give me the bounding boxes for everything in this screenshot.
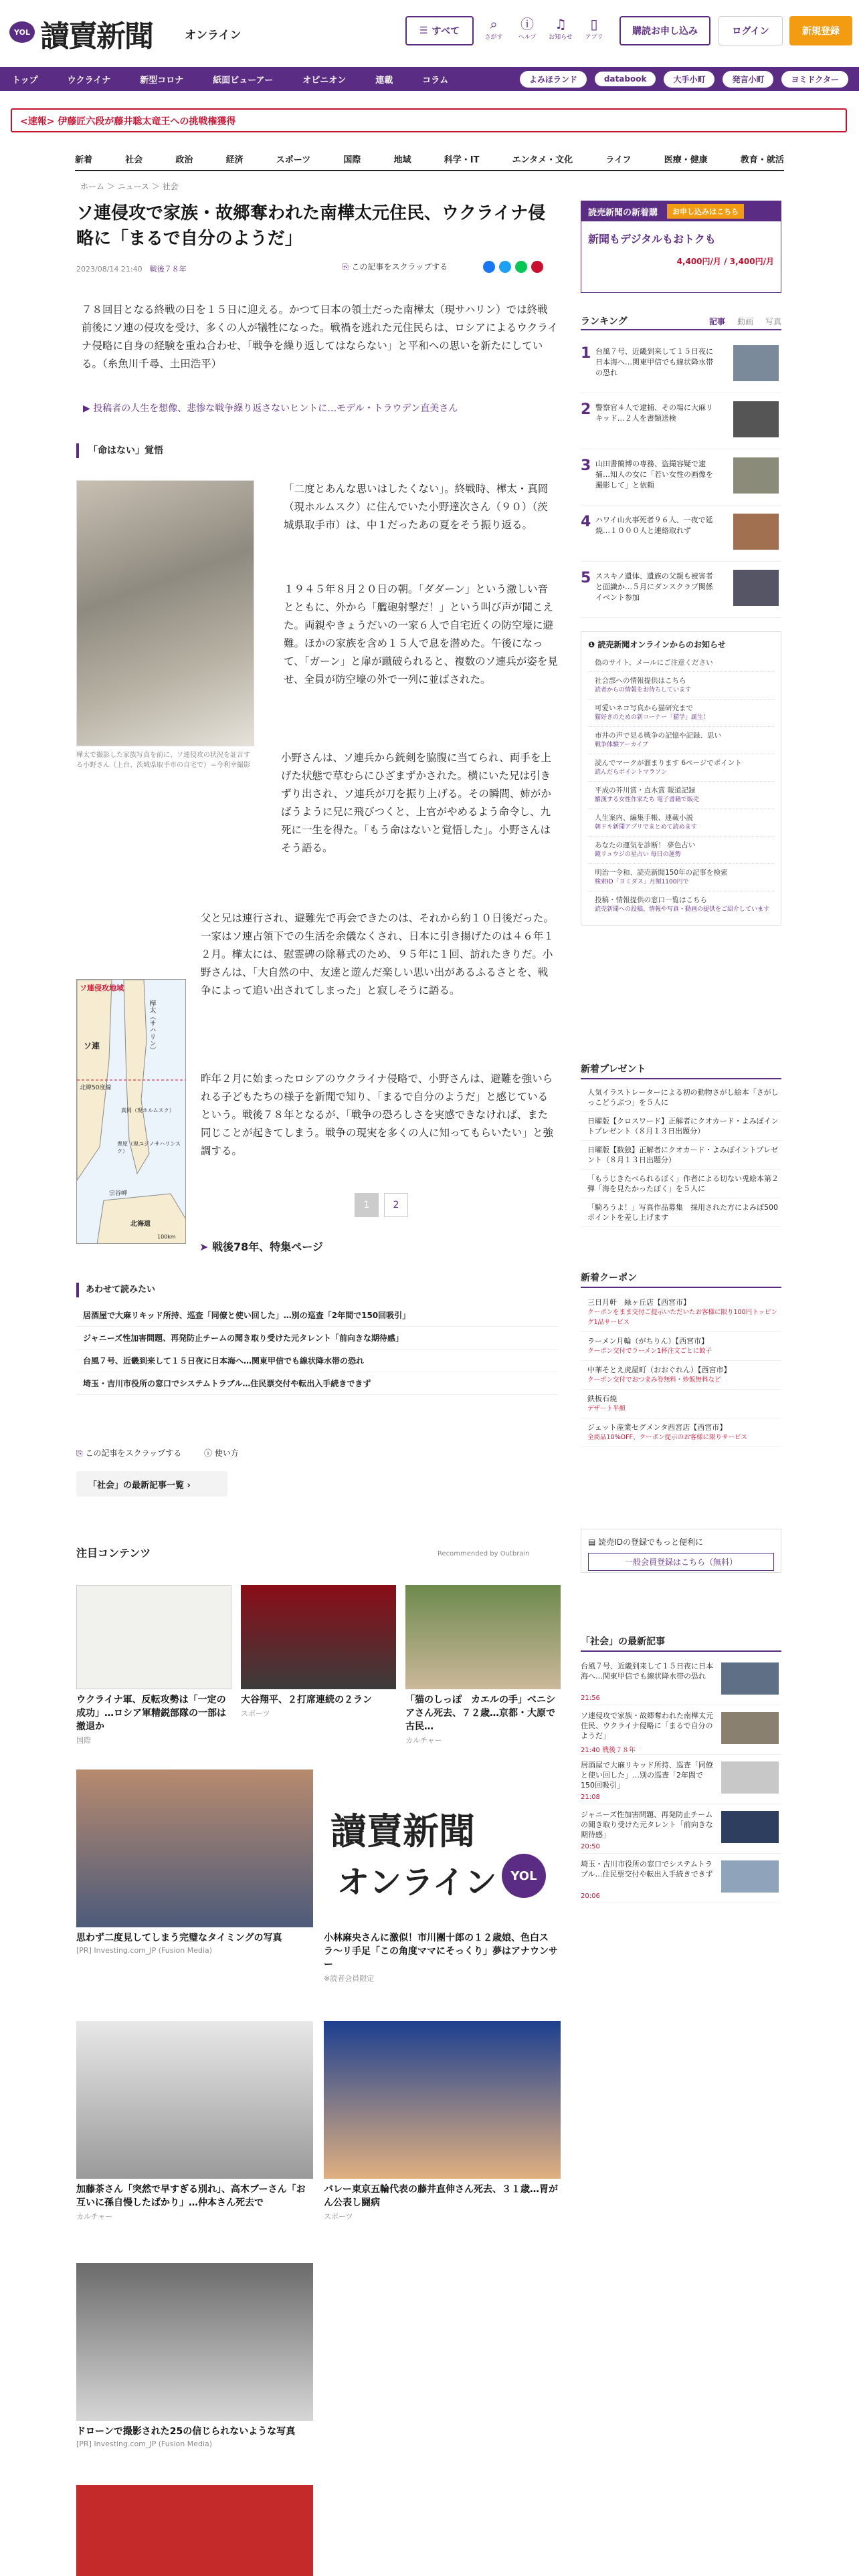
site-notices <box>581 631 781 926</box>
subscription-promo[interactable] <box>581 201 781 293</box>
map-label: 樺太（サハリン） <box>148 1000 155 1053</box>
related-item[interactable]: 埼玉・吉川市役所の窓口でシステムトラブル…住民票交付や転出入手続きできず <box>76 1372 558 1395</box>
twitter-share-icon[interactable] <box>499 261 511 273</box>
category-item[interactable]: 医療・健康 <box>664 154 708 165</box>
page-1-button[interactable]: 1 <box>355 1193 379 1217</box>
notice-item[interactable]: 社会部への情報提供はこちら 読者からの情報をお待ちしています <box>588 672 774 700</box>
article-paragraph: 父と兄は連行され、避難先で再会できたのは、それから約１０日後だった。一家はソ連占領下での生活を余儀なくされ、日本に引き揚げたのは４６年１２月。樺太には、慰霊碑の除幕式のため、９５年に１回、訪れたきりだ。小野さんは、「大自然の中、友達と遊んだ楽しい思い出があるふるさとを、戦争によって追い出されてしまった」と寂しそうに語る。 <box>201 912 554 996</box>
article-paragraph: 「二度とあんな思いはしたくない」。終戦時、樺太・真岡（現ホルムスク）に住んでいた小野達次さん（９０）（茨城県取手市）は、中１だったあの夏をそう振り返る。 <box>284 483 549 531</box>
howto-link[interactable]: ⓘ 使い方 <box>204 1448 239 1458</box>
card-image <box>76 1769 313 1927</box>
map-label: 真岡（現ホルムスク） <box>121 1107 175 1113</box>
category-item[interactable]: 地域 <box>393 154 411 165</box>
notice-item[interactable]: 偽のサイト、メールにご注意ください <box>588 654 774 672</box>
scrap-button-bottom[interactable]: ⎘ この記事をスクラップする <box>76 1448 182 1458</box>
latest-list <box>581 1656 781 1903</box>
coupon-item[interactable]: 三日月軒 緑ヶ丘店【西宮市】 クーポンをまま交付ご提示いただいたお客様に限り100円トッピング1品サービス <box>581 1293 781 1332</box>
card-image <box>76 2485 313 2576</box>
nav-item[interactable]: オピニオン <box>302 75 347 86</box>
card-category: カルチャー <box>76 2212 113 2221</box>
category-item[interactable]: 科学・IT <box>444 154 480 165</box>
bookmark-icon: ⎘ <box>343 262 349 272</box>
photo-caption: 樺太で撮影した家族写真を前に、ソ連侵攻の状況を証言する小野さん（上台、茨城県取手市の自宅で）＝今利幸撮影 <box>76 752 250 769</box>
bottom-tools <box>76 1447 239 1459</box>
promo-logo-sub: オンライン <box>337 1864 497 1901</box>
promo-yol-logo: YOL <box>502 1854 546 1898</box>
help-button[interactable]: ⓘ ヘルプ <box>511 16 543 41</box>
card-category: ※読者会員限定 <box>324 1974 375 1983</box>
yol-logo[interactable]: YOL <box>9 21 35 43</box>
ranking-item[interactable]: 5 ススキノ遺体、遺族の父親も被害者と面識か…５月にダンスクラブ関係イベント参加 <box>581 562 781 618</box>
latest-thumb <box>721 1860 779 1893</box>
content-card[interactable] <box>76 2485 313 2576</box>
bell-icon: ♫ <box>555 16 567 32</box>
present-item[interactable]: 日曜版【数独】正解者にクオカード・よみぽイントプレゼント（８月１３日出題分） <box>581 1141 781 1170</box>
site-logo[interactable]: 讀賣新聞 <box>40 19 153 53</box>
ranking-thumb <box>733 401 779 437</box>
category-item[interactable]: 社会 <box>125 154 143 165</box>
related-item[interactable]: 居酒屋で大麻リキッド所持、巡査「同僚と使い回した」…別の巡査「2年間で150回吸引」 <box>76 1304 558 1327</box>
nav-item[interactable]: トップ <box>12 75 38 86</box>
content-card[interactable] <box>76 2263 313 2448</box>
article-photo[interactable] <box>76 480 254 746</box>
present-heading: 新着プレゼント <box>581 1062 781 1079</box>
ranking-item[interactable]: 4 ハワイ山火事死者９６人、一夜で延焼…１０００人と連絡取れず <box>581 506 781 562</box>
content-card[interactable] <box>241 1585 396 1719</box>
notice-item[interactable]: あなたの運気を診断！ 夢色占い 鏡リュウジの星占い 毎日の運勢 <box>588 837 774 864</box>
nav-pill[interactable]: よみほランド <box>520 71 587 88</box>
register-box <box>581 1529 781 1573</box>
search-icon: ⌕ <box>490 16 498 32</box>
notice-item[interactable]: 投稿・情報提供の窓口一覧はこちら 読売新聞への投稿、情報や写真・動画の提供をご紹介しています <box>595 896 770 913</box>
map-title: ソ連侵攻地域 <box>80 984 124 992</box>
nav-item[interactable]: 紙面ビューアー <box>213 75 274 86</box>
ranking-tab[interactable]: 動画 <box>737 316 753 326</box>
related-item[interactable]: 台風７号、近畿到来して１５日夜に日本海へ…関東甲信でも線状降水帯の恐れ <box>76 1350 558 1372</box>
related-articles <box>76 1283 558 1395</box>
nav-pill[interactable]: databook <box>595 72 656 86</box>
related-promo-link[interactable]: ▶ 投稿者の人生を想像、悲惨な戦争繰り返さないヒントに…モデル・トラウデン直美さん <box>83 403 458 414</box>
related-heading: あわせて読みたい <box>76 1283 558 1297</box>
notification-button[interactable]: ♫ お知らせ <box>545 16 577 41</box>
site-header <box>0 0 859 64</box>
category-item[interactable]: スポーツ <box>276 154 311 165</box>
nav-item[interactable]: 連載 <box>375 75 393 86</box>
promo-price: 4,400円/月 / 3,400円/月 <box>676 257 774 266</box>
nav-item[interactable]: 新型コロナ <box>140 75 184 86</box>
nav-pill[interactable]: 大手小町 <box>664 71 714 88</box>
contents-heading: 注目コンテンツ <box>76 1547 151 1560</box>
category-item[interactable]: 新着 <box>75 154 93 165</box>
coupon-item[interactable]: ラーメン月輪（がちりん）【西宮市】 クーポン交付でラーメン1杯注文ごとに餃子 <box>581 1332 781 1361</box>
latest-thumb <box>721 1761 779 1794</box>
scrap-button[interactable]: ⎘ この記事をスクラップする <box>343 262 448 272</box>
present-item[interactable]: 日曜版【クロスワード】正解者にクオカード・よみぽイントプレゼント（８月１３日出題分） <box>581 1112 781 1141</box>
latest-item[interactable]: ソ連侵攻で家族・故郷奪われた南樺太元住民、ウクライナ侵略に「まるで自分のようだ」 21:40 戦後７８年 <box>581 1705 781 1755</box>
card-image <box>241 1585 396 1689</box>
card-title: 「猫のしっぽ カエルの手」ベニシアさん死去、７２歳…京都・大原で古民… <box>405 1695 555 1732</box>
breadcrumb[interactable]: ホーム ＞ ニュース ＞ 社会 <box>80 182 179 191</box>
content-card[interactable] <box>76 1769 313 1955</box>
card-image <box>76 2021 313 2179</box>
ranking-thumb <box>733 457 779 494</box>
card-category: スポーツ <box>241 1709 270 1718</box>
card-category: [PR] Investing.com_JP (Fusion Media) <box>76 1946 213 1955</box>
map-label: 宗谷岬 <box>109 1190 128 1197</box>
register-text: ▤ 読売IDの登録でもっと便利に <box>588 1537 703 1547</box>
latest-item[interactable]: ジャニーズ性加害問題、再発防止チームの聞き取り受けた元タレント「前向きな期待感」 20:50 <box>581 1804 781 1854</box>
search-button[interactable]: ⌕ さがす <box>478 16 510 41</box>
latest-thumb <box>721 1811 779 1843</box>
latest-heading: 「社会」の最新記事 <box>581 1634 781 1652</box>
facebook-share-icon[interactable] <box>483 261 495 273</box>
related-item[interactable]: ジャニーズ性加害問題、再発防止チームの聞き取り受けた元タレント「前向きな期待感」 <box>76 1327 558 1350</box>
card-title: ウクライナ軍、反転攻勢は「一定の成功」…ロシア軍精鋭部隊の一部は撤退か <box>76 1695 226 1732</box>
register-link[interactable]: 一般会員登録はこちら（無料） <box>588 1553 774 1571</box>
notice-item[interactable]: 可愛いネコ写真から猫研究まで 猫好きのための新コーナー「猫学」誕生！ <box>588 700 774 727</box>
hamburger-icon: ☰ <box>419 25 428 36</box>
card-title: 大谷翔平、２打席連続の２ラン <box>241 1695 372 1705</box>
card-image <box>405 1585 561 1689</box>
promo-slogan: 新聞もデジタルもおトクも <box>588 233 716 245</box>
promo-logo-text: 讀賣新聞 <box>330 1810 475 1852</box>
page-2-button[interactable]: 2 <box>384 1193 408 1217</box>
nav-item[interactable]: コラム <box>422 75 449 86</box>
ranking-item[interactable]: 3 山田書簡博の専務、盗撮容疑で逮捕…知人の女に「若い女性の画像を撮影して」と依頼 <box>581 449 781 506</box>
coupon-item[interactable]: 中華そとえ虎屋町（おおぐれん）【西宮市】 クーポン交付でおつまみ券無料・炒飯無料など <box>581 1361 781 1390</box>
category-nav <box>75 147 784 171</box>
card-category: [PR] Investing.com_JP (Fusion Media) <box>76 2440 213 2448</box>
article-tag[interactable]: 戦後７８年 <box>149 265 187 274</box>
content-card[interactable] <box>405 1585 561 1745</box>
card-image <box>324 1769 561 1927</box>
arrow-icon: ➤ <box>199 1241 209 1253</box>
ranking-thumb <box>733 514 779 550</box>
present-item[interactable]: 「もうじきたべられるぼく」作者による切ない兎絵本第２弾「海を見たかったぼく」を５人に <box>581 1170 781 1198</box>
article-date: 2023/08/14 21:40 戦後７８年 <box>76 265 187 274</box>
ranking-thumb <box>733 345 779 381</box>
category-item[interactable]: エンタメ・文化 <box>512 154 573 165</box>
card-image <box>324 2021 561 2179</box>
site-logo-sub[interactable]: オンライン <box>185 29 242 42</box>
subscribe-button[interactable]: 購読お申し込み <box>619 16 710 45</box>
card-title: バレー東京五輪代表の藤井直伸さん死去、３１歳…胃がん公表し闘病 <box>324 2184 558 2208</box>
latest-item[interactable]: 台風７号、近畿到来して１５日夜に日本海へ…関東甲信でも線状降水帯の恐れ 21:56 <box>581 1656 781 1705</box>
section-heading: 「命はない」覚悟 <box>76 443 163 458</box>
register-button[interactable]: 新規登録 <box>789 16 852 45</box>
latest-thumb <box>721 1662 779 1695</box>
app-button[interactable]: ▯ アプリ <box>578 16 610 41</box>
article-title: ソ連侵攻で家族・故郷奪われた南樺太元住民、ウクライナ侵略に「まるで自分のようだ」 <box>76 203 546 249</box>
outbrain-label[interactable]: Recommended by Outbrain <box>438 1550 530 1558</box>
article-lead: ７８回目となる終戦の日を１５日に迎える。かつて日本の領土だった南樺太（現サハリン）では終戦前後にソ連の侵攻を受け、多くの人が犠牲になった。戦禍を逃れた元住民らは、ロシアによるウクライナ侵略に自身の経験を重ね合わせ、「戦争を繰り返してはならない」と平和への思いを新たにしている。（糸魚川千尋、土田浩平） <box>82 304 558 370</box>
ranking-thumb <box>733 570 779 606</box>
latest-item[interactable]: 埼玉・吉川市役所の窓口でシステムトラブル…住民票交付や転出入手続きできず 20:06 <box>581 1854 781 1903</box>
feature-link[interactable]: ➤ 戦後78年、特集ページ <box>199 1241 323 1253</box>
nav-pill[interactable]: ヨミドクター <box>781 71 848 88</box>
ranking-tab[interactable]: 写真 <box>765 316 781 326</box>
map-figure[interactable] <box>76 979 186 1244</box>
coupon-item[interactable]: 鉄板石焼 デザート半額 <box>581 1390 781 1418</box>
card-title: 加藤茶さん「突然で早すぎる別れ」、高木ブーさん「お互いに孫自慢したばかり」…仲本さん死去で <box>76 2184 306 2208</box>
info-icon: ❶ <box>588 640 595 649</box>
content-card[interactable] <box>324 2021 561 2222</box>
coupon-list <box>581 1293 781 1447</box>
all-menu-button[interactable]: ☰ すべて <box>405 16 474 45</box>
nav-pill[interactable]: 発言小町 <box>723 71 773 88</box>
card-category: スポーツ <box>324 2212 353 2221</box>
notice-heading: ❶ 読売新聞オンラインからのお知らせ <box>588 640 726 649</box>
article-paragraph: 昨年２月に始まったロシアのウクライナ侵略で、小野さんは、避難を強いられる子どもたちの様子を新聞で知り、「まるで自分のようだ」と感じているという。戦後７８年となるが、「戦争の恐ろしさを実感できなければ、また同じことが起きてしまう。戦争の現実を多くの人に知ってもらいたい」と強調する。 <box>201 1073 554 1157</box>
map-label: 北緯50度線 <box>80 1085 112 1091</box>
breaking-news[interactable]: <速報> 伊藤匠六段が藤井聡太竜王への挑戦権獲得 <box>11 108 847 132</box>
map-label: 北海道 <box>130 1220 151 1228</box>
ranking-item[interactable]: 2 警察官４人で逮捕、その場に大麻リキッド…２人を書類送検 <box>581 393 781 449</box>
notice-item[interactable]: 読んでマークが溜まります 6ページでポイント 読んだらポイントマラソン <box>588 754 774 782</box>
promo-header: 読売新聞の新着購 お申し込みはこちら <box>581 201 781 221</box>
ranking-header: ランキング 記事 動画 写真 <box>581 313 781 330</box>
line-share-icon[interactable] <box>515 261 527 273</box>
present-item[interactable]: 「騎ろうよ！」写真作品募集 採用された方によみぽ500ポイントを差し上げます <box>581 1198 781 1227</box>
content-card[interactable] <box>324 1769 561 1983</box>
card-title: ドローンで撮影された25の信じられないような写真 <box>76 2426 296 2437</box>
present-item[interactable]: 人気イラストレーターによる初の動物さがし絵本「さがしっこどうぶつ」を５人に <box>581 1083 781 1112</box>
content-card[interactable] <box>76 1585 231 1745</box>
latest-thumb <box>721 1712 779 1744</box>
coupon-item[interactable]: ジェット産業セグメンタ西宮店【西宮市】 全商品10%OFF、クーポン提示のお客様に限りサービス <box>581 1418 781 1447</box>
category-item[interactable]: ライフ <box>605 154 632 165</box>
promo-tag[interactable]: お申し込みはこちら <box>667 204 744 219</box>
card-title: 思わず二度見してしまう完璧なタイミングの写真 <box>76 1933 282 1943</box>
ranking-tab[interactable]: 記事 <box>708 316 725 326</box>
category-item[interactable]: 国際 <box>343 154 361 165</box>
latest-item[interactable]: 居酒屋で大麻リキッド所持、巡査「同僚と使い回した」…別の巡査「2年間で150回吸引」 21:08 <box>581 1755 781 1804</box>
ranking-item[interactable]: 1 台風７号、近畿到来して１５日夜に日本海へ…関東甲信でも線状降水帯の恐れ <box>581 337 781 393</box>
notice-item[interactable]: 平成の芥川賞・直木賞 報道記録 羅漢する女性作家たち 電子書籍で販売 <box>588 782 774 809</box>
coupon-heading: 新着クーポン <box>581 1271 781 1288</box>
category-item[interactable]: 政治 <box>175 154 193 165</box>
article-paragraph: １９４５年８月２０日の朝。「ダダーン」という激しい音とともに、外から「艦砲射撃だ！」という叫び声が聞こえた。両親やきょうだいの一家６人で自宅近くの防空壕に避難。ほかの家族を含め１５人で息を潜めた。午後になって、「ガーン」と扉が蹴破られると、複数のソ連兵が姿を見せ、全員が防空壕の外で一列に並ばされた。 <box>284 583 558 685</box>
present-list <box>581 1083 781 1227</box>
map-label: 豊原（現ユジノサハリンスク） <box>117 1141 181 1154</box>
category-latest-button[interactable]: 「社会」の最新記事一覧 › <box>76 1471 227 1497</box>
content-card[interactable] <box>76 2021 313 2222</box>
notice-item[interactable]: 人生案内、編集手帳、連載小説 朝ドキ新聞アプリでまとめて読めます <box>588 809 774 837</box>
notice-item[interactable]: 市井の声で見る戦争の記憶や記録、思い 戦争体験アーカイブ <box>588 727 774 754</box>
card-category: 国際 <box>76 1736 91 1745</box>
doc-icon: ▤ <box>588 1537 596 1547</box>
map-label: ソ連 <box>84 1041 100 1051</box>
category-item[interactable]: 経済 <box>225 154 244 165</box>
notice-item[interactable]: 明治一令和、読売新聞150年の記事を検索 検索ID「ヨミダス」月額1100円で <box>588 864 774 891</box>
card-image <box>76 1585 231 1689</box>
card-category: カルチャー <box>405 1736 442 1745</box>
app-icon: ▯ <box>590 16 598 32</box>
main-nav <box>0 67 859 91</box>
map-scale: 100km <box>157 1234 176 1240</box>
card-image <box>76 2263 313 2421</box>
mail-share-icon[interactable] <box>531 261 543 273</box>
card-title: 小林麻央さんに激似！市川團十郎の１２歳娘、色白スラ〜リ手足「この角度ママにそっくり」夢はアナウンサー <box>324 1933 558 1970</box>
info-icon: ⓘ <box>204 1448 213 1458</box>
article-paragraph: 小野さんは、ソ連兵から銃剣を脇腹に当てられ、両手を上げた状態で草むらにひざまずかされた。横にいた兄は引きずり出され、ソ連兵が刀を振り上げる。その瞬間、姉がかばうように兄に飛びつくと、上官がやめるよう命令し、九死に一生を得た。「もう命はないと覚悟した」。小野さんはそう語る。 <box>281 752 551 854</box>
nav-item[interactable]: ウクライナ <box>67 75 111 86</box>
category-item[interactable]: 教育・就活 <box>740 154 784 165</box>
login-button[interactable]: ログイン <box>719 16 783 45</box>
bookmark-icon: ⎘ <box>76 1448 83 1458</box>
help-icon: ⓘ <box>520 16 534 32</box>
